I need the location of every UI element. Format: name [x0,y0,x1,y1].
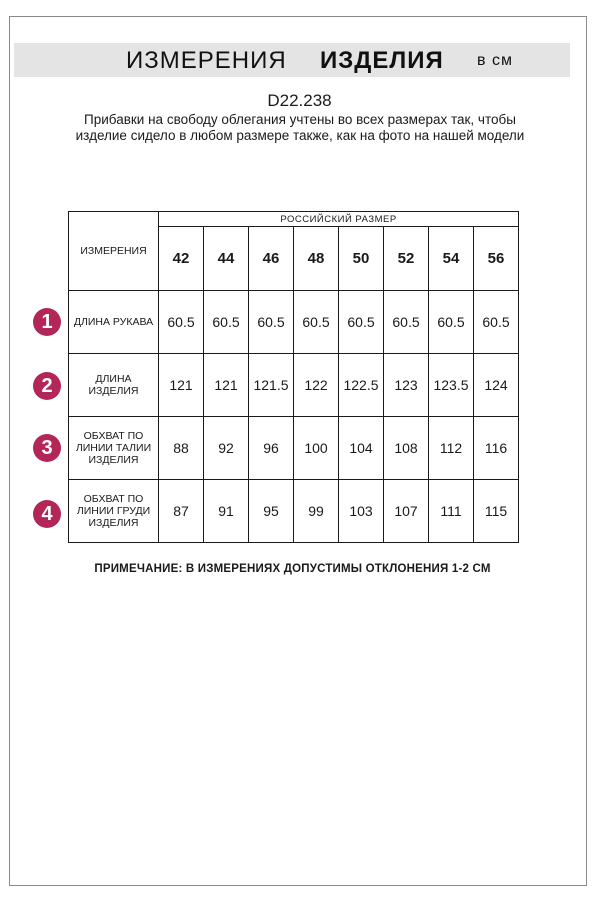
value-cell: 108 [384,417,429,480]
row-number-badge: 1 [33,308,61,336]
row-number-badge: 4 [33,500,61,528]
value-cell: 107 [384,480,429,543]
value-cell: 60.5 [204,291,249,354]
row-label [69,354,159,417]
value-cell: 111 [429,480,474,543]
row-label [69,417,159,480]
value-cell: 96 [249,417,294,480]
title-bar [14,43,570,77]
table-row [69,291,519,354]
value-cell: 87 [159,480,204,543]
value-cell: 88 [159,417,204,480]
value-cell: 60.5 [384,291,429,354]
note: ПРИМЕЧАНИЕ: В ИЗМЕРЕНИЯХ ДОПУСТИМЫ ОТКЛОНЕНИЯ 1-2 СМ [94,563,491,575]
value-cell: 123 [384,354,429,417]
value-cell: 121 [204,354,249,417]
row-label-line: ИЗДЕЛИЯ [88,385,139,397]
size-header: 52 [384,227,429,291]
value-cell: 60.5 [294,291,339,354]
size-header: 42 [159,227,204,291]
row-label-line: ДЛИНА [95,373,132,385]
description: Прибавки на свободу облегания учтены во всех размерах так, чтобы изделие сидело в любом размере также, как на фото на нашей модели [75,112,525,143]
title-part-2: ИЗДЕЛИЯ [320,47,444,74]
value-cell: 60.5 [249,291,294,354]
title-unit: в см [477,52,513,69]
row-number-badge: 2 [33,372,61,400]
value-cell: 122.5 [339,354,384,417]
value-cell: 92 [204,417,249,480]
dimension-header: ИЗМЕРЕНИЯ [69,212,159,291]
value-cell: 60.5 [429,291,474,354]
value-cell: 104 [339,417,384,480]
value-cell: 60.5 [159,291,204,354]
value-cell: 99 [294,480,339,543]
value-cell: 121 [159,354,204,417]
size-header: 50 [339,227,384,291]
table-row [69,417,519,480]
value-cell: 122 [294,354,339,417]
row-label-line: ЛИНИИ ТАЛИИ [75,442,152,454]
row-label [69,480,159,543]
value-cell: 121.5 [249,354,294,417]
row-label-line: ИЗДЕЛИЯ [88,517,139,529]
row-label-line: ИЗДЕЛИЯ [88,454,139,466]
value-cell: 100 [294,417,339,480]
value-cell: 95 [249,480,294,543]
title-part-1: ИЗМЕРЕНИЯ [126,47,287,74]
value-cell: 124 [474,354,519,417]
value-cell: 112 [429,417,474,480]
row-number-badge: 3 [33,434,61,462]
value-cell: 115 [474,480,519,543]
table-row [69,480,519,543]
size-header: 48 [294,227,339,291]
size-header: 56 [474,227,519,291]
value-cell: 103 [339,480,384,543]
product-code: D22.238 [267,91,332,110]
size-header: 46 [249,227,294,291]
value-cell: 91 [204,480,249,543]
row-label-line: ОБХВАТ ПО [83,430,144,442]
measurement-table [68,211,519,543]
row-label-line: ЛИНИИ ГРУДИ [76,505,151,517]
value-cell: 60.5 [474,291,519,354]
size-header: 54 [429,227,474,291]
size-header: 44 [204,227,249,291]
row-label [69,291,159,354]
value-cell: 116 [474,417,519,480]
size-group-header: РОССИЙСКИЙ РАЗМЕР [159,212,519,227]
table-row [69,354,519,417]
value-cell: 60.5 [339,291,384,354]
row-label-line: ДЛИНА РУКАВА [73,316,154,328]
value-cell: 123.5 [429,354,474,417]
row-label-line: ОБХВАТ ПО [83,493,144,505]
